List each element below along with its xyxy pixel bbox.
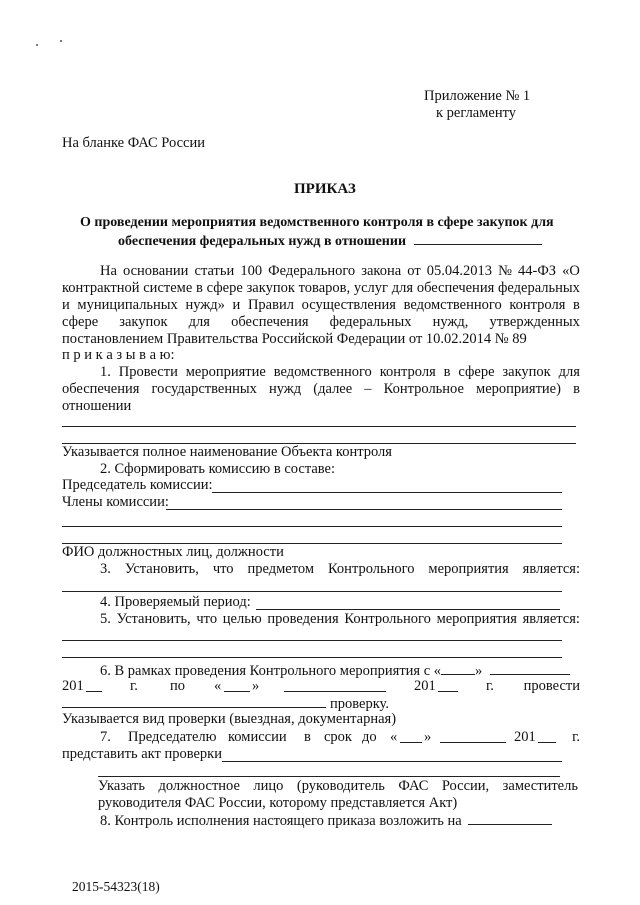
members-label: Члены комиссии: (62, 494, 169, 510)
preamble-line-1 (100, 263, 580, 280)
item7-day-blank (400, 729, 422, 743)
members-note: ФИО должностных лиц, должности (62, 544, 284, 560)
word: мероприятия (436, 611, 517, 627)
word: – (364, 381, 372, 397)
item3-line (100, 561, 580, 578)
word: предметом (247, 561, 315, 577)
item7-word-4: срок (324, 729, 352, 745)
scan-speck (36, 44, 38, 46)
check-word: проверку. (330, 696, 389, 712)
word: что (196, 611, 218, 627)
item7-year: 201 (514, 729, 536, 745)
word: проведения (267, 611, 339, 627)
word: закупок (119, 314, 168, 330)
word: и (62, 297, 70, 313)
item5-fill-line-1 (62, 640, 562, 641)
official-note-line-2: руководителя ФАС России, которому представляется Акт) (98, 795, 458, 811)
word: сфере (458, 364, 495, 380)
word: ведомственного (273, 364, 372, 380)
word: лицо (253, 778, 284, 794)
word: системе (143, 280, 193, 296)
preamble-line-3 (62, 297, 580, 314)
item3-fill-line (62, 591, 562, 592)
word: утвержденных (489, 314, 580, 330)
object-fill-line-1 (62, 426, 576, 427)
word: обеспечения (231, 314, 309, 330)
word: 100 (240, 263, 263, 279)
item7-quote-open: « (390, 729, 398, 745)
word: № (498, 263, 512, 279)
word: в (443, 364, 451, 380)
word: закона (361, 263, 402, 279)
word: 3. (100, 561, 111, 577)
g-end: г. (486, 678, 494, 694)
letterhead-note: На бланке ФАС России (62, 135, 206, 151)
item7-quote-close: » (424, 729, 432, 745)
item7-word-1: Председателю (128, 729, 217, 745)
word: в (573, 297, 580, 313)
word: 5. (100, 611, 111, 627)
year-end-blank (438, 678, 458, 692)
word: должностное (158, 778, 240, 794)
word: На (100, 263, 117, 279)
word: в (196, 280, 203, 296)
item6-quote-close: » (475, 663, 483, 679)
word: Установить, (124, 561, 199, 577)
chair-fill-line (212, 492, 562, 493)
word: основании (123, 263, 189, 279)
word: ведомственного (403, 297, 502, 313)
item7-year-blank (538, 729, 556, 743)
item6-line-2 (62, 678, 580, 695)
word: в (573, 381, 580, 397)
item4-fill-line (256, 609, 560, 610)
word: Контрольное (383, 381, 464, 397)
word: является: (522, 561, 580, 577)
item6-day-blank (441, 661, 475, 675)
item7-num: 7. (100, 729, 111, 745)
end-day-blank (224, 678, 250, 692)
word: осуществления (301, 297, 396, 313)
word: федеральных (329, 314, 412, 330)
item7-fill-line-1 (222, 761, 562, 762)
word: 44-ФЗ (518, 263, 557, 279)
appendix-line-2: к регламенту (436, 105, 517, 121)
word: Установить, (116, 611, 191, 627)
item8-line (100, 811, 552, 830)
check-type-blank (62, 694, 326, 708)
end-month-blank (284, 678, 386, 692)
word: Указать (98, 778, 145, 794)
word: для (558, 364, 580, 380)
word: нужд» (185, 297, 225, 313)
scan-speck (60, 40, 62, 42)
word: и (232, 297, 241, 313)
item5-line (100, 611, 580, 628)
word: мероприятие) (476, 381, 561, 397)
word: товаров, (298, 280, 351, 296)
item8-text: 8. Контроль исполнения настоящего приказа возложить на (100, 813, 462, 829)
item7-line-1 (100, 729, 580, 746)
word: контроля (379, 364, 436, 380)
item7-fill-line-2 (98, 776, 560, 777)
word: закупок (246, 280, 295, 296)
word: целью (222, 611, 262, 627)
item7-g: г. (572, 729, 580, 745)
word: ФАС (398, 778, 429, 794)
item1-line-3: отношении (62, 398, 132, 414)
object-note: Указывается полное наименование Объекта контроля (62, 444, 392, 460)
end-quote-close: » (252, 678, 260, 694)
subtitle-line-2 (118, 231, 542, 250)
preamble-line-4 (62, 314, 580, 331)
preamble-line-2 (62, 280, 580, 297)
word: (далее (313, 381, 353, 397)
word: сфере (62, 314, 99, 330)
provesti-word: провести (523, 678, 580, 694)
item4-label: 4. Проверяемый период: (100, 594, 251, 610)
item8-blank (468, 811, 552, 825)
year-start: 201 (62, 678, 84, 694)
word: Контрольного (327, 561, 415, 577)
item7-word-3: в (304, 729, 311, 745)
members-fill-line-2 (62, 526, 562, 527)
word: заместитель (502, 778, 578, 794)
chair-label: Председатель комиссии: (62, 477, 213, 493)
word: Провести (118, 364, 178, 380)
word: нужд (268, 381, 302, 397)
subtitle-line-1: О проведении мероприятия ведомственного контроля в сфере закупок для (80, 215, 554, 230)
word: контроля (509, 297, 566, 313)
po-word: по (170, 678, 186, 694)
item6-month-blank (490, 661, 570, 675)
word: Контрольного (344, 611, 431, 627)
item2-heading: 2. Сформировать комиссию в составе: (100, 461, 336, 477)
check-type-note: Указывается вид проверки (выездная, документарная) (62, 711, 397, 727)
word: обеспечения (416, 280, 495, 296)
word: (руководитель (296, 778, 385, 794)
word: России, (441, 778, 490, 794)
word: 1. (100, 364, 111, 380)
item7-line-2: представить акт проверки (62, 746, 222, 762)
item7-month-blank (440, 729, 506, 743)
year-start-blank (86, 678, 102, 692)
g-start: г. (130, 678, 138, 694)
word: что (212, 561, 234, 577)
item7-word-2: комиссии (228, 729, 287, 745)
word: для (188, 314, 210, 330)
word: закупок (502, 364, 551, 380)
word: муниципальных (77, 297, 178, 313)
word: Правил (247, 297, 294, 313)
word: сфере (206, 280, 243, 296)
item7-word-5: до (362, 729, 377, 745)
preamble-line-5: постановлением Правительства Российской Федерации от 10.02.2014 № 89 (62, 331, 527, 347)
word: федеральных (498, 280, 580, 296)
word: обеспечения (62, 381, 140, 397)
footer-code: 2015-54323(18) (72, 879, 160, 894)
appendix-line-1: Приложение № 1 (424, 88, 531, 104)
word: мероприятия (428, 561, 509, 577)
word: от (407, 263, 421, 279)
subtitle-blank (414, 231, 542, 245)
end-quote-open: « (214, 678, 222, 694)
item6-text: 6. В рамках проведения Контрольного мероприятия с « (100, 663, 442, 679)
subtitle-line-2-text: обеспечения федеральных нужд в отношении (118, 234, 407, 249)
word: Федерального (268, 263, 356, 279)
order-word: п р и к а з ы в а ю: (62, 347, 175, 363)
word: услуг (353, 280, 388, 296)
word: «О (562, 263, 580, 279)
word: статьи (194, 263, 235, 279)
word: контрактной (62, 280, 140, 296)
official-note-line-1 (98, 778, 578, 795)
word: является: (522, 611, 580, 627)
word: нужд, (432, 314, 469, 330)
members-fill-line-1 (166, 509, 562, 510)
word: для (391, 280, 414, 296)
item1-line-2 (62, 381, 580, 398)
item1-line-1 (100, 364, 580, 381)
word: 05.04.2013 (426, 263, 492, 279)
word: государственных (151, 381, 257, 397)
item5-fill-line-2 (62, 657, 562, 658)
document-title: ПРИКАЗ (294, 181, 356, 197)
word: мероприятие (185, 364, 266, 380)
year-end: 201 (414, 678, 436, 694)
